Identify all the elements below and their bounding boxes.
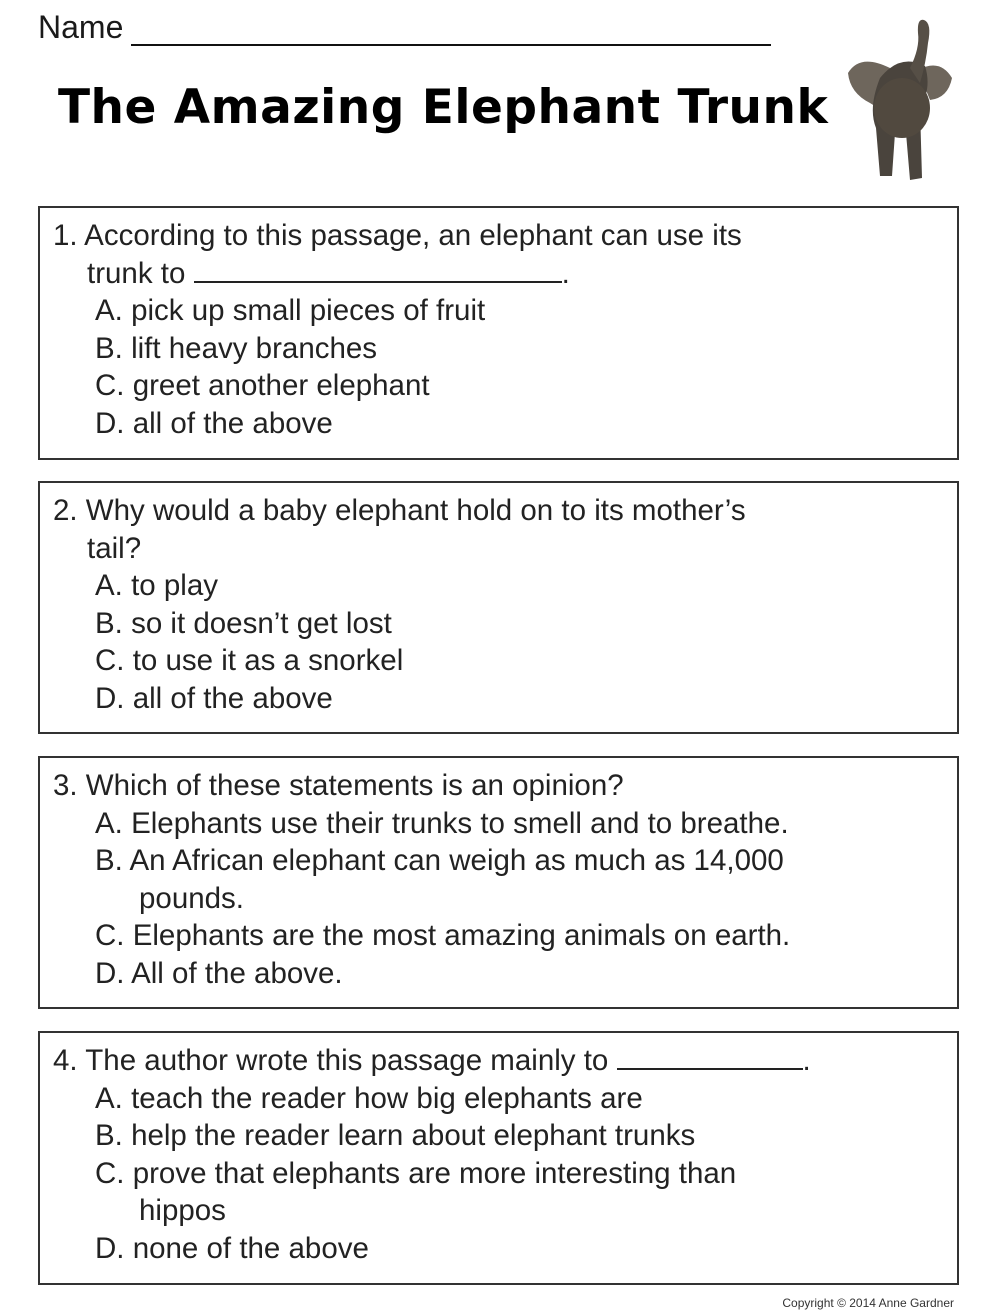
option-b[interactable]: B. help the reader learn about elephant trunks xyxy=(95,1119,696,1152)
question-1-text-line2: trunk to xyxy=(87,256,186,290)
question-1-text-cont xyxy=(40,255,957,293)
option-b[interactable]: B. so it doesn’t get lost xyxy=(95,606,392,640)
option-a[interactable]: A. Elephants use their trunks to smell and to breathe. xyxy=(95,806,789,840)
copyright-text: Copyright © 2014 Anne Gardner xyxy=(782,1296,954,1310)
option-c[interactable]: C. greet another elephant xyxy=(95,369,430,402)
question-4-box xyxy=(38,1031,959,1285)
option-d[interactable]: D. none of the above xyxy=(95,1231,369,1265)
answer-blank[interactable] xyxy=(617,1044,803,1070)
option-c[interactable]: C. Elephants are the most amazing animals on earth. xyxy=(95,919,791,952)
question-1-text: 1. According to this passage, an elephant can use its xyxy=(53,219,742,252)
question-2-text-line2: tail? xyxy=(87,531,142,565)
answer-blank[interactable] xyxy=(194,257,562,283)
elephant-image xyxy=(840,8,965,188)
question-4-text xyxy=(40,1042,957,1080)
option-d[interactable]: D. All of the above. xyxy=(95,956,343,990)
question-1-box xyxy=(38,206,959,460)
question-4-text-main: 4. The author wrote this passage mainly to xyxy=(53,1044,609,1077)
option-d[interactable]: D. all of the above xyxy=(95,406,333,440)
question-3-box xyxy=(38,756,959,1009)
option-c[interactable]: C. prove that elephants are more interesting than xyxy=(95,1156,737,1190)
period: . xyxy=(561,256,570,290)
option-b[interactable]: B. An African elephant can weigh as much as 14,000 xyxy=(95,844,784,877)
option-a[interactable]: A. pick up small pieces of fruit xyxy=(95,294,486,327)
worksheet-title: The Amazing Elephant Trunk xyxy=(58,80,829,135)
option-c-cont[interactable]: hippos xyxy=(139,1194,226,1227)
option-a[interactable]: A. teach the reader how big elephants are xyxy=(95,1081,643,1115)
period: . xyxy=(802,1044,811,1077)
name-label: Name xyxy=(38,9,124,45)
name-blank-line[interactable] xyxy=(131,8,771,46)
question-2-box xyxy=(38,481,959,734)
option-b-cont[interactable]: pounds. xyxy=(139,881,244,915)
option-b[interactable]: B. lift heavy branches xyxy=(95,331,378,365)
question-2-text: 2. Why would a baby elephant hold on to its mother’s xyxy=(53,494,746,527)
question-3-text: 3. Which of these statements is an opinion? xyxy=(53,769,624,802)
option-a[interactable]: A. to play xyxy=(95,569,218,602)
option-c[interactable]: C. to use it as a snorkel xyxy=(95,644,404,677)
name-field xyxy=(38,8,771,46)
option-d[interactable]: D. all of the above xyxy=(95,681,333,715)
